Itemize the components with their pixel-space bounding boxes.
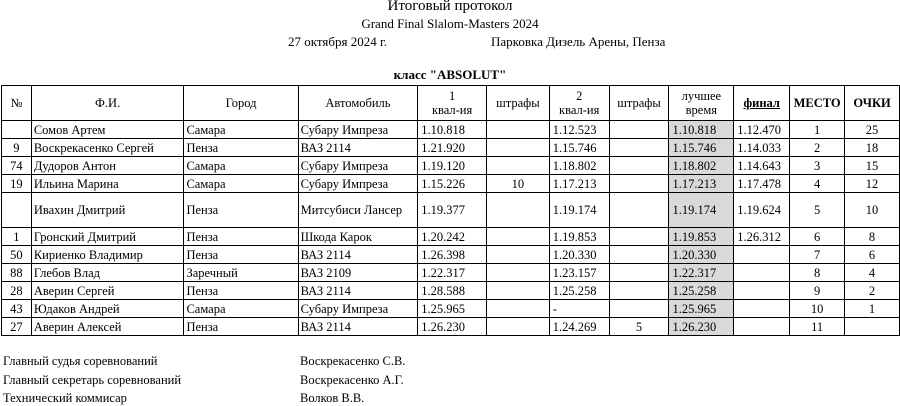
cell-car: ВАЗ 2114 — [298, 318, 418, 336]
cell-pen1 — [486, 193, 549, 228]
protocol-title: Итоговый протокол — [387, 0, 513, 14]
col-q2: 2 квал-ия — [549, 86, 609, 121]
cell-q2: 1.19.853 — [549, 228, 609, 246]
cell-num: 19 — [2, 175, 32, 193]
cell-points — [845, 318, 900, 336]
official-name: Воскрекасенко С.В. — [300, 354, 406, 368]
col-points: ОЧКИ — [845, 86, 900, 121]
cell-num: 43 — [2, 300, 32, 318]
table-row — [2, 157, 900, 175]
col-best: лучшее время — [669, 86, 734, 121]
cell-name: Аверин Алексей — [31, 318, 184, 336]
cell-best: 1.19.174 — [669, 193, 734, 228]
cell-num — [2, 193, 32, 228]
cell-pen1 — [486, 264, 549, 282]
cell-name: Гронский Дмитрий — [31, 228, 184, 246]
cell-final — [734, 318, 790, 336]
cell-q1: 1.20.242 — [418, 228, 487, 246]
cell-city: Пенза — [184, 193, 298, 228]
cell-q2: 1.23.157 — [549, 264, 609, 282]
cell-best: 1.17.213 — [669, 175, 734, 193]
cell-name: Кириенко Владимир — [31, 246, 184, 264]
table-row — [2, 300, 900, 318]
cell-points: 12 — [845, 175, 900, 193]
cell-pen2 — [609, 282, 669, 300]
cell-final: 1.26.312 — [734, 228, 790, 246]
cell-num: 88 — [2, 264, 32, 282]
table-row — [2, 264, 900, 282]
official-role: Главный судья соревнований — [3, 354, 158, 368]
cell-q1: 1.26.398 — [418, 246, 487, 264]
cell-points: 15 — [845, 157, 900, 175]
cell-q2: 1.15.746 — [549, 139, 609, 157]
event-date: 27 октября 2024 г. — [288, 34, 388, 49]
cell-pen1 — [486, 282, 549, 300]
cell-city: Пенза — [184, 246, 298, 264]
cell-place: 10 — [790, 300, 845, 318]
cell-points: 10 — [845, 193, 900, 228]
cell-pen2 — [609, 121, 669, 139]
cell-car: ВАЗ 2114 — [298, 246, 418, 264]
col-q1: 1 квал-ия — [418, 86, 487, 121]
event-subtitle: Grand Final Slalom-Masters 2024 — [361, 16, 539, 31]
col-place: МЕСТО — [790, 86, 845, 121]
cell-q2: 1.25.258 — [549, 282, 609, 300]
cell-city: Самара — [184, 300, 298, 318]
cell-city: Самара — [184, 121, 298, 139]
cell-city: Самара — [184, 157, 298, 175]
class-title: класс "ABSOLUT" — [393, 67, 507, 82]
cell-car: ВАЗ 2114 — [298, 282, 418, 300]
cell-q2: 1.24.269 — [549, 318, 609, 336]
cell-car: ВАЗ 2114 — [298, 139, 418, 157]
cell-place: 9 — [790, 282, 845, 300]
cell-q1: 1.19.120 — [418, 157, 487, 175]
results-table — [1, 85, 900, 336]
cell-city: Пенза — [184, 318, 298, 336]
cell-points: 1 — [845, 300, 900, 318]
cell-q1: 1.10.818 — [418, 121, 487, 139]
official-role: Главный секретарь соревнований — [3, 373, 182, 387]
table-row — [2, 282, 900, 300]
cell-points: 4 — [845, 264, 900, 282]
cell-city: Пенза — [184, 139, 298, 157]
cell-pen1: 10 — [486, 175, 549, 193]
cell-num — [2, 121, 32, 139]
cell-best: 1.10.818 — [669, 121, 734, 139]
cell-pen2 — [609, 157, 669, 175]
cell-pen1 — [486, 139, 549, 157]
cell-place: 2 — [790, 139, 845, 157]
cell-name: Ивахин Дмитрий — [31, 193, 184, 228]
cell-car: Субару Импреза — [298, 175, 418, 193]
cell-place: 3 — [790, 157, 845, 175]
cell-city: Пенза — [184, 282, 298, 300]
col-name: Ф.И. — [31, 86, 184, 121]
col-pen2: штрафы — [609, 86, 669, 121]
table-row — [2, 228, 900, 246]
cell-car: ВАЗ 2109 — [298, 264, 418, 282]
cell-place: 4 — [790, 175, 845, 193]
cell-car: Субару Импреза — [298, 121, 418, 139]
cell-name: Юдаков Андрей — [31, 300, 184, 318]
table-header-row — [2, 86, 900, 121]
cell-final: 1.14.033 — [734, 139, 790, 157]
cell-pen2 — [609, 228, 669, 246]
cell-q1: 1.15.226 — [418, 175, 487, 193]
cell-q2: 1.20.330 — [549, 246, 609, 264]
cell-num: 28 — [2, 282, 32, 300]
cell-car: Субару Импреза — [298, 300, 418, 318]
cell-name: Аверин Сергей — [31, 282, 184, 300]
cell-final: 1.19.624 — [734, 193, 790, 228]
cell-points: 18 — [845, 139, 900, 157]
cell-pen2 — [609, 193, 669, 228]
table-row — [2, 121, 900, 139]
cell-final — [734, 282, 790, 300]
cell-name: Сомов Артем — [31, 121, 184, 139]
cell-final — [734, 264, 790, 282]
cell-best: 1.22.317 — [669, 264, 734, 282]
cell-place: 1 — [790, 121, 845, 139]
cell-q1: 1.19.377 — [418, 193, 487, 228]
cell-best: 1.18.802 — [669, 157, 734, 175]
cell-place: 6 — [790, 228, 845, 246]
cell-best: 1.25.965 — [669, 300, 734, 318]
cell-best: 1.25.258 — [669, 282, 734, 300]
cell-pen2 — [609, 139, 669, 157]
cell-q1: 1.22.317 — [418, 264, 487, 282]
event-venue: Парковка Дизель Арены, Пенза — [491, 34, 666, 49]
table-row — [2, 318, 900, 336]
cell-points: 6 — [845, 246, 900, 264]
cell-num: 1 — [2, 228, 32, 246]
cell-points: 25 — [845, 121, 900, 139]
cell-q1: 1.21.920 — [418, 139, 487, 157]
cell-pen2: 5 — [609, 318, 669, 336]
cell-q2: - — [549, 300, 609, 318]
cell-pen1 — [486, 157, 549, 175]
cell-pen1 — [486, 121, 549, 139]
cell-best: 1.19.853 — [669, 228, 734, 246]
col-city: Город — [184, 86, 298, 121]
cell-place: 11 — [790, 318, 845, 336]
col-final: финал — [734, 86, 790, 121]
cell-final — [734, 300, 790, 318]
col-car: Автомобиль — [298, 86, 418, 121]
cell-name: Дудоров Антон — [31, 157, 184, 175]
cell-pen1 — [486, 228, 549, 246]
cell-final — [734, 246, 790, 264]
cell-pen2 — [609, 246, 669, 264]
col-num: № — [2, 86, 32, 121]
cell-pen2 — [609, 175, 669, 193]
cell-q2: 1.17.213 — [549, 175, 609, 193]
cell-place: 5 — [790, 193, 845, 228]
cell-pen1 — [486, 318, 549, 336]
cell-place: 7 — [790, 246, 845, 264]
cell-pen1 — [486, 246, 549, 264]
cell-num: 9 — [2, 139, 32, 157]
cell-q2: 1.12.523 — [549, 121, 609, 139]
cell-final: 1.12.470 — [734, 121, 790, 139]
cell-car: Митсубиси Лансер — [298, 193, 418, 228]
cell-points: 8 — [845, 228, 900, 246]
cell-q1: 1.28.588 — [418, 282, 487, 300]
cell-best: 1.26.230 — [669, 318, 734, 336]
cell-points: 2 — [845, 282, 900, 300]
cell-num: 27 — [2, 318, 32, 336]
cell-q2: 1.18.802 — [549, 157, 609, 175]
cell-num: 50 — [2, 246, 32, 264]
cell-city: Самара — [184, 175, 298, 193]
cell-q2: 1.19.174 — [549, 193, 609, 228]
table-row — [2, 193, 900, 228]
table-row — [2, 139, 900, 157]
cell-city: Заречный — [184, 264, 298, 282]
cell-name: Ильина Марина — [31, 175, 184, 193]
cell-car: Субару Импреза — [298, 157, 418, 175]
cell-car: Шкода Карок — [298, 228, 418, 246]
official-role: Технический коммисар — [3, 391, 127, 405]
cell-best: 1.20.330 — [669, 246, 734, 264]
cell-final: 1.17.478 — [734, 175, 790, 193]
table-row — [2, 175, 900, 193]
table-row — [2, 246, 900, 264]
cell-place: 8 — [790, 264, 845, 282]
cell-q1: 1.25.965 — [418, 300, 487, 318]
cell-pen1 — [486, 300, 549, 318]
official-name: Воскрекасенко А.Г. — [300, 373, 404, 387]
col-pen1: штрафы — [486, 86, 549, 121]
cell-num: 74 — [2, 157, 32, 175]
cell-city: Пенза — [184, 228, 298, 246]
cell-name: Воскрекасенко Сергей — [31, 139, 184, 157]
cell-pen2 — [609, 300, 669, 318]
cell-final: 1.14.643 — [734, 157, 790, 175]
cell-best: 1.15.746 — [669, 139, 734, 157]
cell-pen2 — [609, 264, 669, 282]
official-name: Волков В.В. — [300, 391, 365, 405]
cell-name: Глебов Влад — [31, 264, 184, 282]
cell-q1: 1.26.230 — [418, 318, 487, 336]
